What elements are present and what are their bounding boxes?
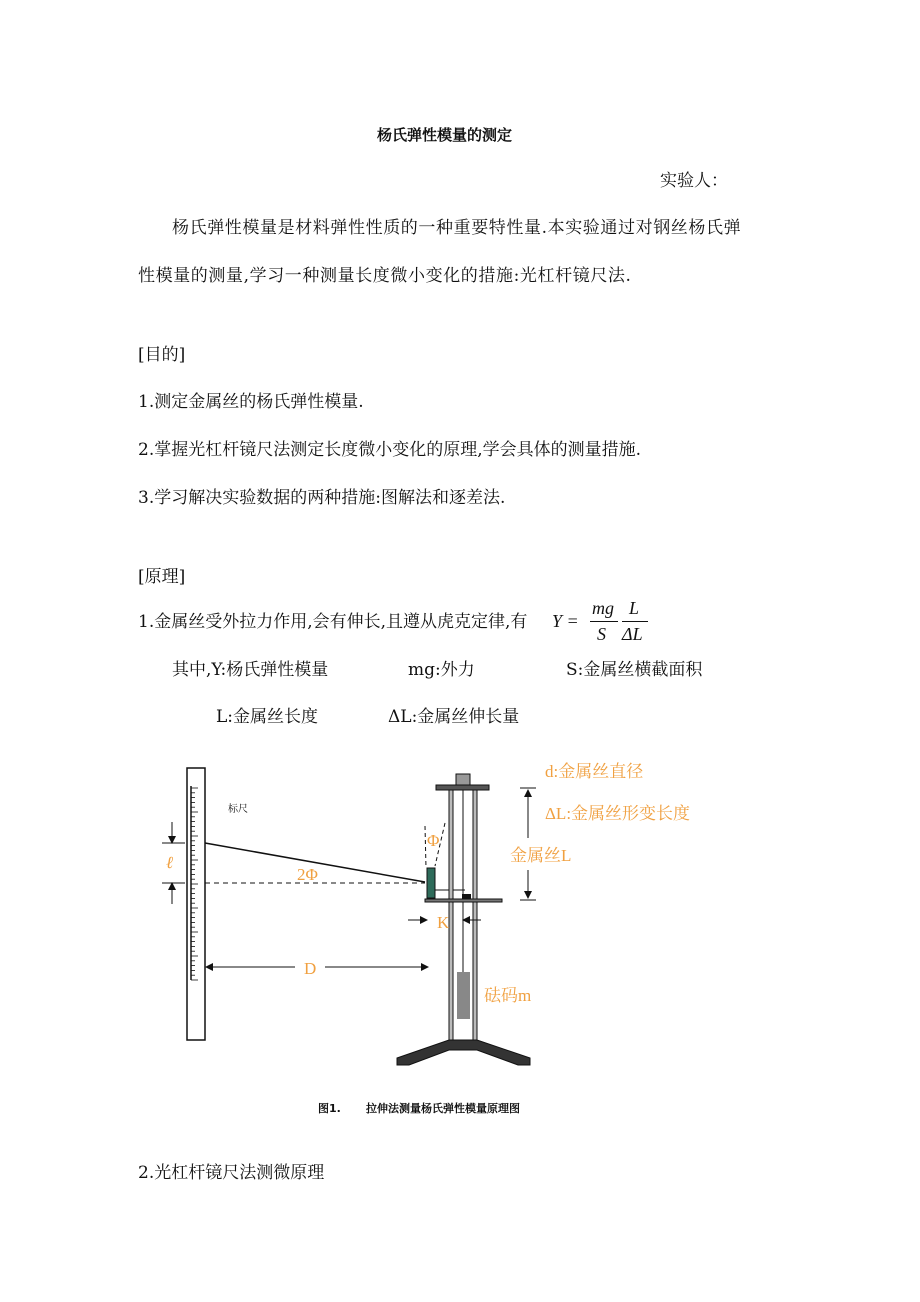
purpose-heading: [目的]	[138, 345, 186, 365]
weight	[457, 972, 470, 1019]
K-label: K	[437, 913, 450, 932]
def-mg: mg:外力	[408, 660, 475, 680]
scale-ruler	[187, 768, 205, 1040]
purpose-item: 1.测定金属丝的杨氏弹性模量.	[138, 392, 364, 412]
figure-caption: 拉伸法测量杨氏弹性模量原理图	[366, 1102, 520, 1115]
principle-item-1: 1.金属丝受外拉力作用,会有伸长,且遵从虎克定律,有	[138, 612, 528, 632]
principle-item-2: 2.光杠杆镜尺法测微原理	[138, 1163, 325, 1183]
scale-mark-label: 标尺	[228, 804, 248, 815]
def-S: S:金属丝横截面积	[566, 660, 703, 680]
ell-label: ℓ	[166, 853, 174, 872]
def-L: L:金属丝长度	[216, 707, 319, 727]
intro-line-1: 杨氏弹性模量是材料弹性性质的一种重要特性量.本实验通过对钢丝杨氏弹	[172, 218, 742, 238]
purpose-item: 3.学习解决实验数据的两种措施:图解法和逐差法.	[138, 488, 506, 508]
deformation-label: ΔL:金属丝形变长度	[545, 804, 691, 823]
diameter-label: d:金属丝直径	[545, 762, 644, 781]
D-label: D	[304, 959, 317, 978]
formula-num-1: mg	[592, 598, 614, 618]
formula-den-2: ΔL	[622, 624, 643, 644]
phi-label: Φ	[427, 831, 440, 850]
principle-heading: [原理]	[138, 567, 186, 587]
intro-line-2: 性模量的测量,学习一种测量长度微小变化的措施:光杠杆镜尺法.	[138, 266, 632, 286]
purpose-item: 2.掌握光杠杆镜尺法测定长度微小变化的原理,学会具体的测量措施.	[138, 440, 642, 460]
weight-label: 砝码m	[484, 986, 532, 1005]
formula-lhs: Y =	[552, 611, 579, 631]
wire-length-label: 金属丝L	[510, 846, 572, 865]
optical-lever-mirror	[427, 868, 435, 898]
formula-num-2: L	[629, 598, 640, 618]
def-Y: 其中,Y:杨氏弹性模量	[172, 660, 329, 680]
page-title: 杨氏弹性模量的测定	[377, 126, 513, 144]
experimenter-label: 实验人：	[660, 171, 728, 191]
def-dL: ΔL:金属丝伸长量	[388, 707, 520, 727]
figure-caption-number: 图1.	[318, 1102, 341, 1115]
two-phi-label: 2Φ	[297, 865, 318, 884]
formula-den-1: S	[597, 624, 606, 644]
